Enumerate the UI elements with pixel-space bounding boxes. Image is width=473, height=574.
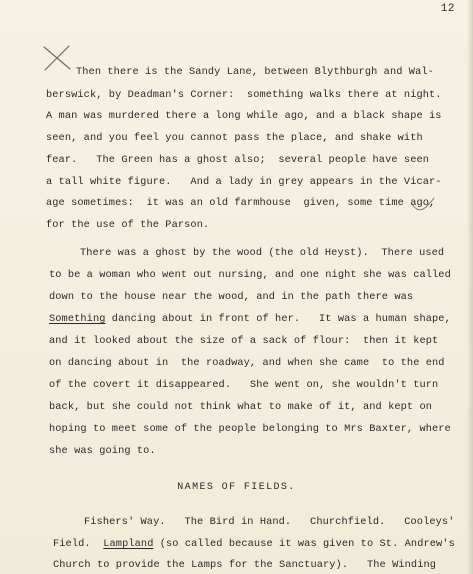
paragraph-3-line-2-start: Field. xyxy=(53,538,104,550)
paragraph-2-line-2: to be a woman who went out nursing, and one night she was called xyxy=(49,269,451,281)
paragraph-2-line-4 xyxy=(49,313,473,325)
paragraph-1-line-5: fear. The Green has a ghost also; several people have seen xyxy=(46,154,430,166)
paragraph-2-line-1: There was a ghost by the wood (the old Heyst). There used xyxy=(80,247,445,259)
paragraph-1-line-3: A man was murdered there a long while ago, and a black shape is xyxy=(46,110,442,122)
underlined-word-lampland: Lampland xyxy=(103,538,154,550)
paragraph-1-line-4: seen, and you feel you cannot pass the place, and shake with xyxy=(46,132,423,144)
paragraph-2-line-4-rest: dancing about in front of her. It was a human shape, xyxy=(105,313,451,325)
paragraph-3-line-1: Fishers' Way. The Bird in Hand. Churchfield. Cooleys' xyxy=(84,516,455,528)
paragraph-2-line-10: she was going to. xyxy=(49,445,156,457)
paragraph-2-line-5: and it looked about the size of a sack of flour: then it kept xyxy=(49,335,439,347)
paragraph-1-line-7: age sometimes: it was an old farmhouse given, some time ago, xyxy=(46,197,436,209)
paragraph-2-line-6: on dancing about in the roadway, and when she came to the end xyxy=(49,357,445,369)
underlined-word-something: Something xyxy=(49,313,106,325)
paragraph-1-line-2: berswick, by Deadman's Corner: something walks there at night. xyxy=(46,89,442,101)
paragraph-1-line-6: a tall white figure. And a lady in grey appears in the Vicar- xyxy=(46,176,442,188)
paragraph-3-line-3: Church to provide the Lamps for the Sanctuary). The Winding xyxy=(53,559,437,571)
paragraph-1-line-8: for the use of the Parson. xyxy=(46,219,210,231)
section-heading: NAMES OF FIELDS. xyxy=(177,482,296,493)
paragraph-2-line-9: hoping to meet some of the people belonging to Mrs Baxter, where xyxy=(49,423,451,435)
paragraph-3-line-2-rest: (so called because it was given to St. Andrew's xyxy=(153,538,455,550)
paragraph-2-line-3: down to the house near the wood, and in the path there was xyxy=(49,291,414,303)
cross-mark-icon xyxy=(40,44,74,72)
paragraph-2-line-8: back, but she could not think what to make of it, and kept on xyxy=(49,401,433,413)
paragraph-1-line-1: Then there is the Sandy Lane, between Blythburgh and Wal- xyxy=(76,66,434,78)
paragraph-3-line-2 xyxy=(53,538,473,550)
paragraph-2-line-7: of the covert it disappeared. She went on, she wouldn't turn xyxy=(49,379,439,391)
page-number: 12 xyxy=(440,3,455,15)
